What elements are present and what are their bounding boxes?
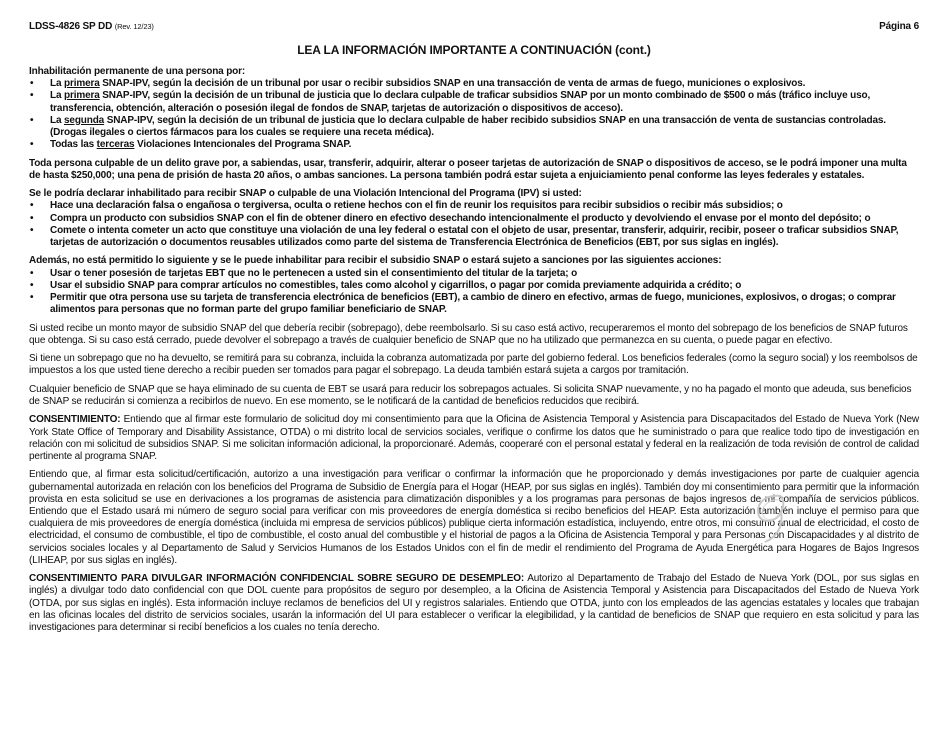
felony-text: Toda persona culpable de un delito grave por, a sabiendas, usar, transferir, adquirir, alterar o poseer tarjetas de autorización de SNAP o dispositivos de acceso, se le podrá imponer una multa de hasta $250,000; una pena de prisión de hasta 20 años, o ambas sanciones. La persona también podrá estar sujeta a enjuiciamiento penal conforme las leyes federales y estatales.: [29, 157, 907, 181]
additional-prohibitions-section: [29, 255, 919, 316]
list-item: • Usar o tener posesión de tarjetas EBT que no le pertenecen a usted sin el consentimiento del titular de la tarjeta; o: [29, 268, 919, 280]
item-text: La: [50, 78, 64, 90]
ipv-list: [29, 200, 919, 249]
consent-text: Entiendo que al firmar este formulario de solicitud doy mi consentimiento para que la Oficina de Asistencia Temporal y Asistencia para Discapacitados del Estado de Nueva York (New York State Office of Temporary and Disability Assistance, OTDA) o mi distrito local de servicios sociales, verifique o confirme los datos que he suministrado o para que realice todo tipo de investigación en relación con mi solicitud de subsidios SNAP. Si me solicitan información adicional, la proporcionaré. Además, cooperaré con el personal estatal y federal en la realización de toda revisión de control de calidad pertinente al programa SNAP.: [29, 414, 919, 462]
item-text: La: [50, 90, 64, 102]
additional-heading: Además, no está permitido lo siguiente y se le puede inhabilitar para recibir el subsidio SNAP o estará sujeto a sanciones por las siguientes acciones:: [29, 255, 722, 267]
consent-label: CONSENTIMIENTO:: [29, 414, 121, 426]
consent-paragraph: [29, 414, 919, 463]
list-item: • Usar el subsidio SNAP para comprar artículos no comestibles, tales como alcohol y cigarrillos, o pagar por comida previamente adquirida a crédito; o: [29, 280, 919, 292]
additional-list: [29, 268, 919, 317]
list-item: • Hace una declaración falsa o engañosa o tergiversa, oculta o retiene hechos con el fin de reunir los requisitos para recibir subsidios o recibir más subsidios; o: [29, 200, 919, 212]
overpayment-text: Si usted recibe un monto mayor de subsidio SNAP del que debería recibir (sobrepago), debe reembolsarlo. Si su caso está activo, recuperaremos el monto del sobrepago de los beneficios de SNAP futuros que obtenga. Si su caso está cerrado, puede devolver el sobrepago a través de cualquier beneficio de SNAP que no ha utilizado que permanezca en su cuenta, o puede pagar en efectivo.: [29, 322, 908, 346]
list-item: [29, 139, 919, 151]
permanent-list: [29, 78, 919, 151]
ui-consent-paragraph: [29, 573, 919, 634]
permanent-disqualification-section: [29, 66, 919, 151]
page-watermark-icon: [745, 490, 795, 546]
overpayment-paragraph: [29, 323, 919, 347]
ipv-section: [29, 188, 919, 249]
item-underline: segunda: [64, 114, 105, 126]
item-text: SNAP-IPV, según la decisión de un tribunal de justicia que lo declara culpable de haber recibido subsidios SNAP en una transacción de venta de sustancias controladas. (Drogas ilegales o ciertos fármacos para los cuales se requiere una receta médica).: [50, 114, 886, 139]
permanent-heading: Inhabilitación permanente de una persona por:: [29, 66, 246, 77]
expunged-text: Cualquier beneficio de SNAP que se haya eliminado de su cuenta de EBT se usará para reducir los sobrepagos actuales. Si solicita SNAP nuevamente, y no ha pagado el monto que adeuda, sus beneficios de SNAP se reducirán si comienza a recibirlos de nuevo. En ese momento, se le notificará de la cantidad de beneficios reducidos que recibirá.: [29, 383, 912, 407]
ui-consent-text: Autorizo al Departamento de Trabajo del Estado de Nueva York (DOL, por sus siglas en inglés) a divulgar todo dato confidencial con que DOL cuente para propósitos de seguro por desempleo, a la Oficina de Asistencia Temporal y Asistencia para Discapacitados del Estado de Nueva York (OTDA, por sus siglas en inglés). Esta información incluye reclamos de beneficios del UI y registros salariales. Entiendo que OTDA, junto con los empleados de las agencias estatales y locales que trabajan en las oficinas locales del distrito de servicios sociales, usarán la información del UI para establecer o verificar la elegibilidad, y la cantidad de beneficios de SNAP que requiero en esta solicitud y para las investigaciones para determinar si recibí beneficios a los cuales no tenía derecho.: [29, 573, 919, 634]
list-item: • Permitir que otra persona use su tarjeta de transferencia electrónica de beneficios (EBT), a cambio de dinero en efectivo, armas de fuego, municiones, explosivos, o drogas; o comprar alimentos para personas que no forman parte del grupo familiar beneficiario de SNAP.: [29, 292, 919, 316]
page-header: [29, 21, 919, 35]
list-item: [29, 90, 919, 114]
form-id: [29, 21, 154, 33]
collection-paragraph: [29, 353, 919, 377]
item-underline: primera: [64, 90, 100, 102]
page-title: LEA LA INFORMACIÓN IMPORTANTE A CONTINUACIÓN (cont.): [297, 43, 651, 57]
item-text: SNAP-IPV, según la decisión de un tribunal de justicia que lo declara culpable de traficar subsidios SNAP por un monto combinado de $500 o más (tráfico incluye uso, transferencia, obtención, alteración o posesión ilegal de fondos de SNAP, tarjetas de autorización o dispositivos de acceso).: [50, 90, 871, 114]
list-item: • Comete o intenta cometer un acto que constituye una violación de una ley federal o estatal con el objeto de usar, presentar, transferir, adquirir, recibir, poseer o traficar subsidios SNAP, tarjetas de autorización o documentos reusables utilizados como parte del sistema de Transferencia Electrónica de Beneficios (EBT, por sus siglas en inglés).: [29, 225, 919, 249]
ui-consent-label: CONSENTIMIENTO PARA DIVULGAR INFORMACIÓN CONFIDENCIAL SOBRE SEGURO DE DESEMPLEO:: [29, 573, 525, 585]
ipv-heading: Se le podría declarar inhabilitado para recibir SNAP o culpable de una Violación Intencional del Programa (IPV) si usted:: [29, 188, 582, 200]
heap-text: Entiendo que, al firmar esta solicitud/certificación, autorizo a una investigación para verificar o confirmar la información que he proporcionado y demás investigaciones por parte de cualquier agencia gubernamental autorizada en relación con los beneficios del Programa de Subsidio de Energía para el Hogar (HEAP, por sus siglas en inglés). También doy mi consentimiento para permitir que la información provista en esta solicitud se use en derivaciones a los programas de asistencia para climatización disponibles y a los programas para personas de bajos ingresos de mi compañía de servicios públicos. Entiendo que el Estado usará mi número de seguro social para verificar con mis proveedores de energía doméstica si recibo beneficios del HEAP. Esta autorización también incluye el permiso para que cualquiera de mis proveedores de energía doméstica (incluida mi empresa de servicios públicos) publique cierta información estadística, incluyendo, entre otros, mi consumo anual de electricidad, el costo de electricidad, el consumo de combustible, el tipo de combustible, el costo anual del combustible y el historial de pagos a la Oficina de Asistencia Temporal y para Personas con Discapacidades y al distrito de servicios sociales locales y al Departamento de Salud y Servicios Humanos de los Estados Unidos con el fin de medir el rendimiento del Programa de Ayuda Energética para Hogares de Bajos Ingresos (LIHEAP, por sus siglas en inglés).: [29, 469, 919, 566]
list-item: • Compra un producto con subsidios SNAP con el fin de obtener dinero en efectivo desechando intencionalmente el producto y devolviendo el envase por el monto del depósito; o: [29, 213, 919, 225]
collection-text: Si tiene un sobrepago que no ha devuelto, se remitirá para su cobranza, incluida la cobranza automatizada por parte del gobierno federal. Los beneficios federales (como la seguro social) y los reembolsos de impuestos a los que usted tiene derecho a recibir pueden ser tomados para pagar el sobrepago. La deuda también estará sujeta a cargos por tramitación.: [29, 353, 918, 377]
page-number: Página 6: [879, 21, 919, 32]
list-item: [29, 115, 919, 139]
item-text: Violaciones Intencionales del Programa SNAP.: [134, 139, 352, 151]
item-underline: primera: [64, 78, 100, 90]
document-page: [29, 21, 919, 640]
watermark-stroke: [758, 496, 783, 542]
form-revision: (Rev. 12/23): [114, 22, 154, 31]
watermark-stroke-inner: [762, 500, 783, 520]
felony-paragraph: [29, 158, 919, 182]
item-text: La: [50, 114, 64, 126]
form-id-text: LDSS-4826 SP DD: [29, 21, 113, 32]
item-text: SNAP-IPV, según la decisión de un tribunal por usar o recibir subsidios SNAP en una transacción de venta de armas de fuego, municiones o explosivos.: [99, 78, 806, 90]
item-text: Todas las: [50, 139, 97, 151]
expunged-benefits-paragraph: [29, 384, 919, 408]
list-item: [29, 78, 919, 90]
item-underline: terceras: [96, 139, 135, 151]
